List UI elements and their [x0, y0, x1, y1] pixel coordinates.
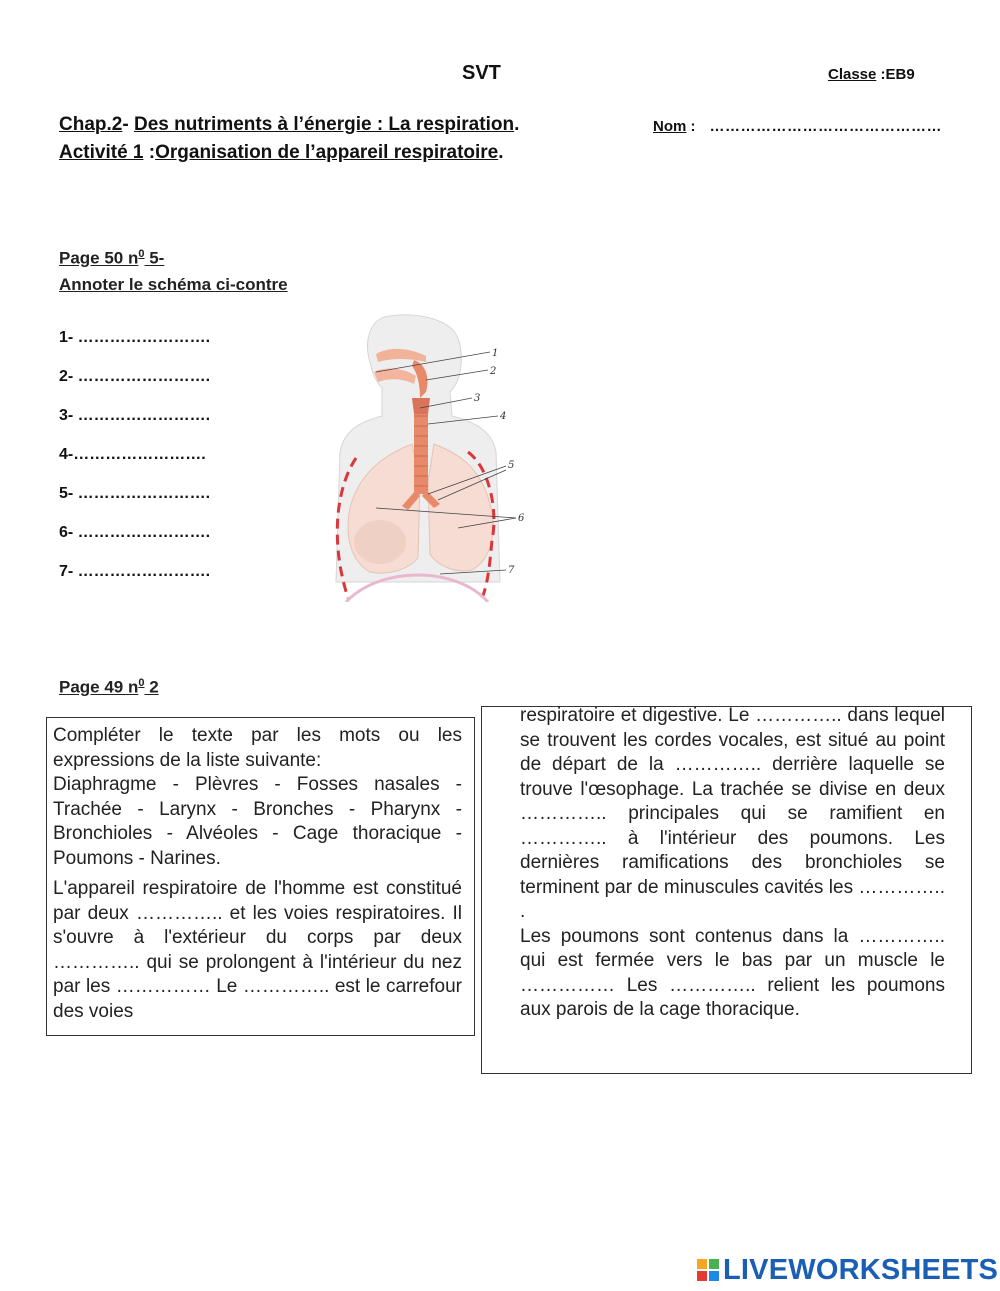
chapter-label: Chap.2: [59, 114, 123, 135]
box1-instruction: Compléter le texte par les mots ou les expressions de la liste suivante:: [53, 725, 462, 771]
exercise2-page-ref-end: 2: [144, 677, 159, 697]
activity-separator: :: [143, 142, 156, 163]
box2-paragraph-1[interactable]: respiratoire et digestive. Le ………….. dans lequel se trouvent les cordes vocales, est situé au point de départ de la ………….. derrière laquelle se trouve l'œsophage. La trachée se divise en deux ………….. principales qui se ramifient en ………….. à l'intérieur des poumons. Les dernières ramifications des bronchioles se terminent par de minuscules cavités les ………….. .: [520, 706, 945, 922]
exercise1-page-ref-end: 5-: [144, 248, 165, 268]
answer-blank-5[interactable]: 5- …………………….: [59, 485, 211, 502]
liveworksheets-logo: [697, 1254, 998, 1286]
chapter-end: .: [514, 114, 520, 135]
exercise2-page-ref-sup: 0: [138, 677, 145, 689]
diagram-label-7: 7: [508, 565, 515, 576]
exercise1-page-ref-sup: 0: [138, 248, 145, 260]
chapter-heading: [59, 114, 519, 136]
exercise2-page-ref: [59, 677, 159, 698]
logo-cubes-icon: [697, 1259, 719, 1281]
name-colon: :: [686, 118, 696, 135]
diagram-label-2: 2: [490, 366, 497, 377]
trachea-shape: [414, 404, 428, 494]
box2-paragraph-2[interactable]: Les poumons sont contenus dans la ………….. qui est fermée vers le bas par un muscle le …………… Les ………….. relient les poumons aux parois de la cage thoracique.: [520, 925, 945, 1020]
exercise2-page-ref-main: Page 49 n: [59, 677, 139, 697]
chapter-title: Des nutriments à l’énergie : La respiration: [133, 114, 515, 135]
activity-title: Organisation de l’appareil respiratoire: [155, 142, 499, 163]
exercise1-instruction: Annoter le schéma ci-contre: [59, 275, 288, 294]
name-label: Nom: [653, 118, 687, 135]
activity-end: .: [498, 142, 504, 163]
answer-blank-1[interactable]: 1- …………………….: [59, 329, 211, 346]
classe-label: Classe: [828, 66, 877, 83]
diagram-label-6: 6: [518, 513, 525, 524]
answer-blank-3[interactable]: 3- …………………….: [59, 407, 211, 424]
answer-blank-7[interactable]: 7- …………………….: [59, 563, 211, 580]
answer-blank-6[interactable]: 6- …………………….: [59, 524, 211, 541]
exercise1-page-ref: [59, 248, 164, 269]
activity-label: Activité 1: [59, 142, 144, 163]
word-list: Diaphragme - Plèvres - Fosses nasales - Trachée - Larynx - Bronches - Pharynx - Bronchioles - Alvéoles - Cage thoracique - Poumons - Narines.: [53, 774, 462, 869]
answer-blank-4[interactable]: 4-…………………….: [59, 446, 206, 463]
exercise1-page-ref-main: Page 50 n: [59, 248, 139, 268]
larynx-shape: [412, 398, 430, 414]
diagram-label-5: 5: [508, 460, 515, 471]
logo-wordmark: LIVEWORKSHEETS: [723, 1253, 999, 1286]
text-box-right: [481, 706, 972, 1074]
name-blank[interactable]: ………………………………………: [709, 118, 943, 135]
answer-list: [59, 328, 210, 601]
classe-value: :EB9: [880, 66, 915, 83]
chapter-separator: -: [122, 114, 129, 135]
lung-lobe-shape: [354, 520, 406, 564]
respiratory-diagram: [330, 312, 530, 602]
classe-field: [828, 66, 915, 83]
diagram-label-4: 4: [500, 411, 507, 422]
name-field[interactable]: [653, 118, 942, 135]
diagram-label-1: 1: [492, 348, 499, 359]
answer-blank-2[interactable]: 2- …………………….: [59, 368, 211, 385]
text-box-left: [46, 717, 475, 1036]
subject-title: SVT: [462, 62, 501, 84]
diagram-label-3: 3: [474, 393, 481, 404]
box1-paragraph[interactable]: L'appareil respiratoire de l'homme est constitué par deux ………….. et les voies respiratoires. Il s'ouvre à l'extérieur du corps par deux ………….. qui se prolongent à l'intérieur du nez par les …………… Le ………….. est le carrefour des voies: [53, 878, 462, 1022]
activity-heading: [59, 142, 504, 164]
